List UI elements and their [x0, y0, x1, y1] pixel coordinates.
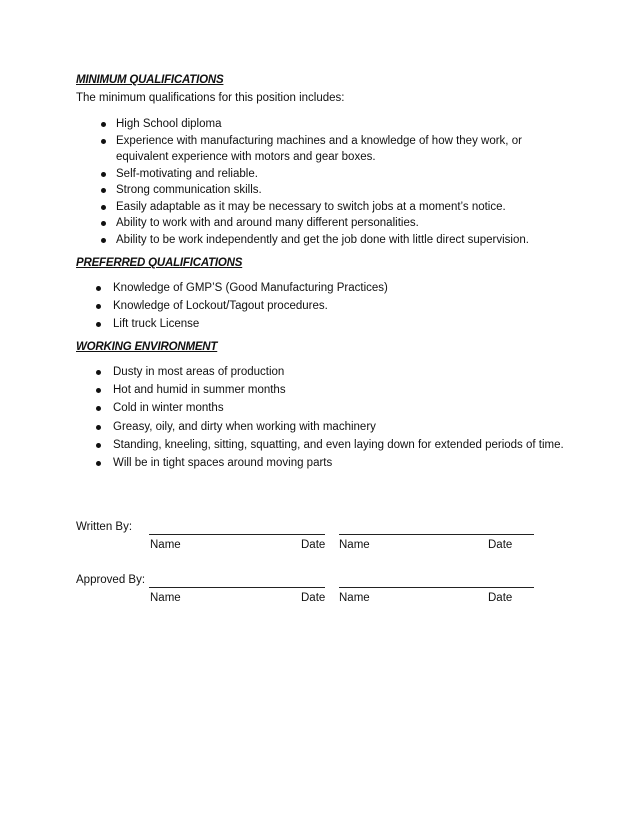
name-caption: Name: [150, 539, 181, 551]
list-item: [76, 418, 576, 436]
date-caption: Date: [488, 539, 513, 551]
approved-by-label: Approved By:: [76, 574, 146, 586]
list-item: [76, 182, 576, 199]
list-item: [76, 454, 576, 472]
list-item-text: Ability to be work independently and get the job done with little direct supervision.: [116, 233, 529, 246]
list-item: [76, 133, 576, 166]
date-caption: Date: [301, 539, 326, 551]
working-environment-list: [76, 363, 576, 472]
list-item: [76, 297, 576, 315]
approved-by-captions: [76, 592, 556, 610]
list-item-text: Self-motivating and reliable.: [116, 167, 258, 180]
written-by-signature-line: [149, 534, 325, 535]
bullet-icon: [96, 370, 101, 375]
bullet-icon: [101, 122, 106, 127]
bullet-icon: [96, 461, 101, 466]
bullet-icon: [101, 221, 106, 226]
list-item: [76, 363, 576, 381]
list-item: [76, 436, 576, 454]
list-item: [76, 166, 576, 183]
working-environment-heading: WORKING ENVIRONMENT: [76, 341, 218, 353]
list-item-text: Ability to work with and around many different personalities.: [116, 217, 419, 229]
written-by-signature-line-2: [339, 534, 534, 535]
list-item-text: Dusty in most areas of production: [113, 366, 285, 378]
bullet-icon: [96, 388, 101, 393]
list-item-text: Easily adaptable as it may be necessary to switch jobs at a moment’s notice.: [116, 200, 506, 213]
list-item-text: High School diploma: [116, 118, 222, 130]
approved-by-signature-line-2: [339, 587, 534, 588]
list-item: [76, 399, 576, 417]
list-item: [76, 199, 576, 216]
list-item-text: Experience with manufacturing machines and a knowledge of how they work, or equivalent experience with motors and gear boxes.: [116, 134, 522, 163]
bullet-icon: [101, 188, 106, 193]
bullet-icon: [101, 139, 106, 144]
preferred-qualifications-list: [76, 279, 576, 333]
list-item: [76, 215, 576, 232]
list-item: [76, 116, 576, 133]
bullet-icon: [96, 406, 101, 411]
name-caption: Name: [150, 592, 181, 604]
list-item-text: Standing, kneeling, sitting, squatting, and even laying down for extended periods of time.: [113, 438, 564, 451]
list-item-text: Knowledge of Lockout/Tagout procedures.: [113, 300, 328, 312]
written-by-label: Written By:: [76, 521, 133, 533]
bullet-icon: [96, 304, 101, 309]
minimum-qualifications-list: [76, 116, 576, 248]
list-item: [76, 232, 576, 249]
approved-by-block: [76, 574, 556, 610]
name-caption: Name: [339, 592, 370, 604]
bullet-icon: [96, 322, 101, 327]
document-page: [76, 72, 576, 472]
list-item-text: Lift truck License: [113, 318, 200, 330]
minimum-qualifications-intro: The minimum qualifications for this position includes:: [76, 92, 345, 104]
bullet-icon: [96, 425, 101, 430]
preferred-qualifications-heading: PREFERRED QUALIFICATIONS: [76, 257, 243, 269]
approved-by-row: [76, 574, 556, 592]
name-caption: Name: [339, 539, 370, 551]
list-item-text: Greasy, oily, and dirty when working with machinery: [113, 420, 376, 433]
bullet-icon: [101, 205, 106, 210]
bullet-icon: [96, 286, 101, 291]
bullet-icon: [101, 238, 106, 243]
date-caption: Date: [301, 592, 326, 604]
list-item: [76, 279, 576, 297]
list-item-text: Will be in tight spaces around moving parts: [113, 457, 333, 470]
date-caption: Date: [488, 592, 513, 604]
written-by-row: [76, 521, 556, 539]
list-item-text: Knowledge of GMP’S (Good Manufacturing Practices): [113, 282, 388, 294]
approved-by-signature-line: [149, 587, 325, 588]
list-item-text: Strong communication skills.: [116, 184, 262, 196]
written-by-captions: [76, 539, 556, 557]
list-item: [76, 315, 576, 333]
list-item-text: Hot and humid in summer months: [113, 384, 286, 397]
minimum-qualifications-heading: MINIMUM QUALIFICATIONS: [76, 74, 224, 86]
written-by-block: [76, 521, 556, 557]
bullet-icon: [96, 443, 101, 448]
list-item-text: Cold in winter months: [113, 402, 224, 415]
list-item: [76, 381, 576, 399]
bullet-icon: [101, 172, 106, 177]
